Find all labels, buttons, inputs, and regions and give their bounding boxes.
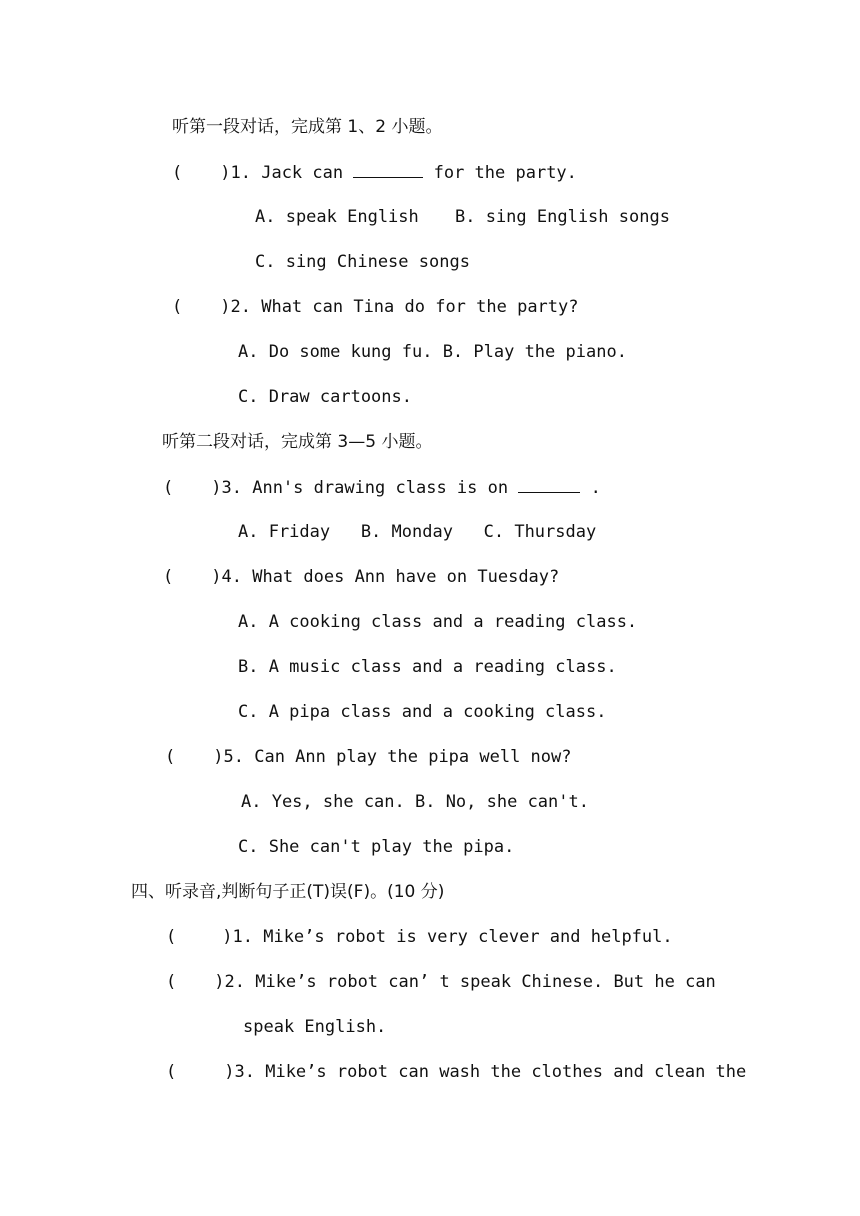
fill-blank [353,161,423,178]
answer-paren-open: ( [163,567,174,587]
answer-paren-open: ( [166,927,177,947]
answer-paren-open: ( [172,163,183,183]
statement-text: Mike’s robot can’ t speak Chinese. But he can [255,972,716,992]
question-text-after: for the party. [433,163,577,183]
question-number: )4. [211,567,242,587]
question-2 [172,296,579,318]
q4-option-c: C. A pipa class and a cooking class. [238,702,607,722]
answer-paren-open: ( [166,1062,177,1082]
q4-option-b: B. A music class and a reading class. [238,657,617,677]
question-1 [172,161,577,184]
question-text: What can Tina do for the party? [261,297,579,317]
fill-blank [518,476,580,493]
section-b-instruction: 听第二段对话，完成第 3—5 小题。 [162,432,433,452]
question-text: Jack can [261,163,344,183]
statement-2 [166,971,716,993]
statement-2-continuation: speak English. [243,1017,387,1037]
answer-paren-open: ( [165,747,176,767]
part-4-heading: 四、听录音,判断句子正(T)误(F)。(10 分) [131,882,445,902]
q2-option-c: C. Draw cartoons. [238,387,412,407]
answer-paren-open: ( [166,972,177,992]
statement-number: )3. [224,1062,255,1082]
statement-text: Mike’s robot can wash the clothes and clean the [265,1062,747,1082]
answer-paren-open: ( [163,478,174,498]
question-text: Can Ann play the pipa well now? [254,747,572,767]
question-number: )5. [213,747,244,767]
statement-number: )1. [222,927,253,947]
q1-option-a: A. speak English [255,207,419,227]
section-a-instruction: 听第一段对话，完成第 1、2 小题。 [172,117,443,137]
question-text: What does Ann have on Tuesday? [252,567,560,587]
question-4 [163,566,559,588]
q2-options-ab: A. Do some kung fu. B. Play the piano. [238,342,627,362]
q5-options-ab: A. Yes, she can. B. No, she can't. [241,792,589,812]
question-number: )1. [220,163,251,183]
question-5 [165,746,572,768]
q4-option-a: A. A cooking class and a reading class. [238,612,638,632]
statement-1 [166,926,673,948]
answer-paren-open: ( [172,297,183,317]
statement-number: )2. [214,972,245,992]
question-number: )3. [211,478,242,498]
statement-text: Mike’s robot is very clever and helpful. [263,927,673,947]
q1-option-c: C. sing Chinese songs [255,252,470,272]
question-text: Ann's drawing class is on [252,478,509,498]
question-3 [163,476,601,499]
statement-3 [166,1061,746,1083]
q3-options: A. Friday B. Monday C. Thursday [238,522,597,542]
question-number: )2. [220,297,251,317]
q1-option-b: B. sing English songs [455,207,670,227]
q5-option-c: C. She can't play the pipa. [238,837,515,857]
question-text-after: . [590,478,601,498]
